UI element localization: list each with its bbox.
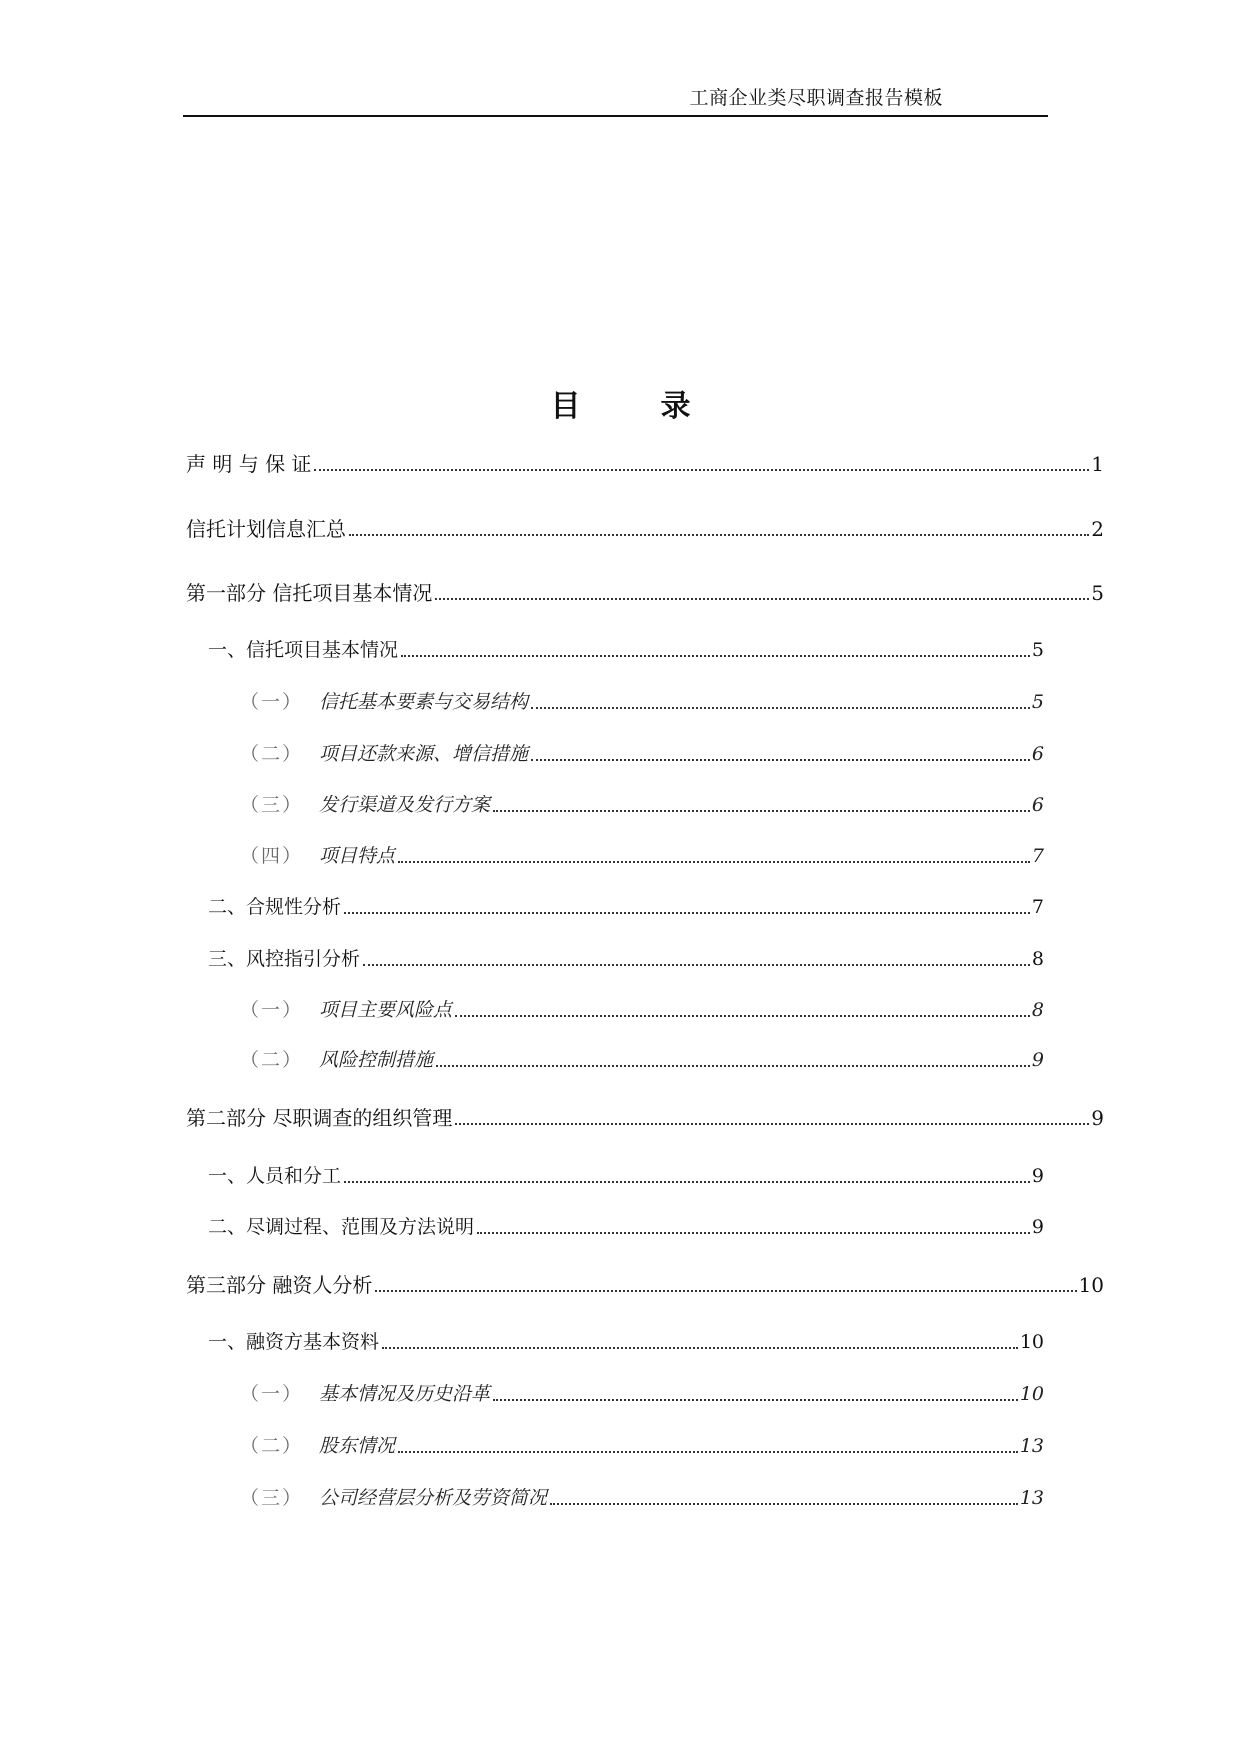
toc-entry-page: 9 [1031,1165,1044,1187]
toc-entry-label: 第三部分 融资人分析 [186,1273,373,1297]
toc-entry-label: 风险控制措施 [319,1049,434,1071]
dot-leader [375,1290,1076,1292]
toc-entry-label: 股东情况 [319,1435,396,1457]
toc-entry-page: 8 [1031,948,1044,970]
toc-entry-number: （三） [240,794,304,816]
toc-entry-page: 2 [1091,517,1104,541]
dot-leader [344,1181,1030,1183]
toc-entry-number: （三） [240,1487,304,1509]
toc-entry-label: 第一部分 信托项目基本情况 [186,581,433,605]
toc-entry-number: （二） [240,1435,304,1457]
toc-entry-label: 二、合规性分析 [208,896,342,918]
dot-leader [314,469,1089,471]
toc-entry[interactable] [240,1046,1044,1074]
toc-entry-page: 9 [1091,1106,1104,1130]
header-divider [183,115,1048,117]
toc-entry[interactable] [240,791,1044,819]
toc-entry-page: 9 [1031,1216,1044,1238]
toc-entry-page: 10 [1019,1331,1044,1353]
dot-leader [493,810,1030,812]
toc-entry-label: 项目还款来源、增信措施 [319,743,529,765]
toc-heading [0,387,1241,427]
toc-entry[interactable] [240,996,1044,1024]
toc-entry-page: 7 [1031,845,1044,867]
toc-entry[interactable] [186,1271,1104,1299]
toc-entry[interactable] [186,515,1104,543]
toc-entry-label: 信托计划信息汇总 [186,517,346,541]
toc-entry-page: 1 [1091,452,1104,476]
toc-entry-number: （二） [240,1049,304,1071]
dot-leader [531,759,1030,761]
toc-heading-left: 目 [550,389,581,424]
toc-entry-number: （二） [240,743,304,765]
toc-entry[interactable] [240,842,1044,870]
toc-entry-page: 5 [1031,639,1044,661]
toc-entry-page: 5 [1091,581,1104,605]
running-header-title: 工商企业类尽职调查报告模板 [689,87,943,109]
toc-entry[interactable] [208,1162,1044,1190]
toc-entry-number: （四） [240,845,304,867]
toc-entry[interactable] [186,1104,1104,1132]
dot-leader [349,534,1089,536]
toc-entry-number: （一） [240,691,304,713]
dot-leader [398,861,1030,863]
dot-leader [493,1399,1018,1401]
dot-leader [363,964,1030,966]
toc-entry-page: 13 [1019,1435,1044,1457]
toc-entry-page: 10 [1078,1273,1104,1297]
dot-leader [550,1503,1018,1505]
toc-entry-label: 基本情况及历史沿革 [319,1383,491,1405]
toc-entry-page: 10 [1019,1383,1044,1405]
toc-entry-label: 公司经营层分析及劳资简况 [319,1487,548,1509]
toc-entry-label: 项目主要风险点 [319,999,453,1021]
dot-leader [455,1123,1089,1125]
toc-entry-label: 项目特点 [319,845,396,867]
toc-entry-label: 二、尽调过程、范围及方法说明 [208,1216,475,1238]
toc-entry[interactable] [208,1213,1044,1241]
toc-entry-page: 6 [1031,743,1044,765]
toc-entry[interactable] [208,945,1044,973]
toc-entry-label: 三、风控指引分析 [208,948,361,970]
toc-entry[interactable] [186,579,1104,607]
toc-entry[interactable] [208,893,1044,921]
dot-leader [401,655,1030,657]
dot-leader [477,1232,1030,1234]
toc-entry-page: 7 [1031,896,1044,918]
toc-entry[interactable] [186,450,1104,478]
dot-leader [435,598,1089,600]
toc-entry[interactable] [240,688,1044,716]
toc-entry[interactable] [208,636,1044,664]
toc-entry-page: 8 [1031,999,1044,1021]
dot-leader [455,1015,1030,1017]
toc-entry-label: 信托基本要素与交易结构 [319,691,529,713]
toc-entry-number: （一） [240,1383,304,1405]
toc-entry[interactable] [208,1328,1044,1356]
toc-entry-label: 声 明 与 保 证 [186,452,312,476]
dot-leader [344,912,1030,914]
dot-leader [531,707,1030,709]
toc-entry-page: 6 [1031,794,1044,816]
toc-entry-label: 发行渠道及发行方案 [319,794,491,816]
toc-entry-label: 一、融资方基本资料 [208,1331,380,1353]
toc-entry-page: 9 [1031,1049,1044,1071]
toc-entry[interactable] [240,740,1044,768]
toc-entry-label: 第二部分 尽职调查的组织管理 [186,1106,453,1130]
dot-leader [398,1451,1018,1453]
dot-leader [382,1347,1018,1349]
dot-leader [436,1065,1030,1067]
toc-heading-right: 录 [660,389,691,424]
toc-entry-label: 一、人员和分工 [208,1165,342,1187]
toc-entry[interactable] [240,1432,1044,1460]
toc-entry[interactable] [240,1484,1044,1512]
toc-entry-page: 13 [1019,1487,1044,1509]
toc-entry[interactable] [240,1380,1044,1408]
toc-entry-page: 5 [1031,691,1044,713]
toc-entry-label: 一、信托项目基本情况 [208,639,399,661]
toc-entry-number: （一） [240,999,304,1021]
